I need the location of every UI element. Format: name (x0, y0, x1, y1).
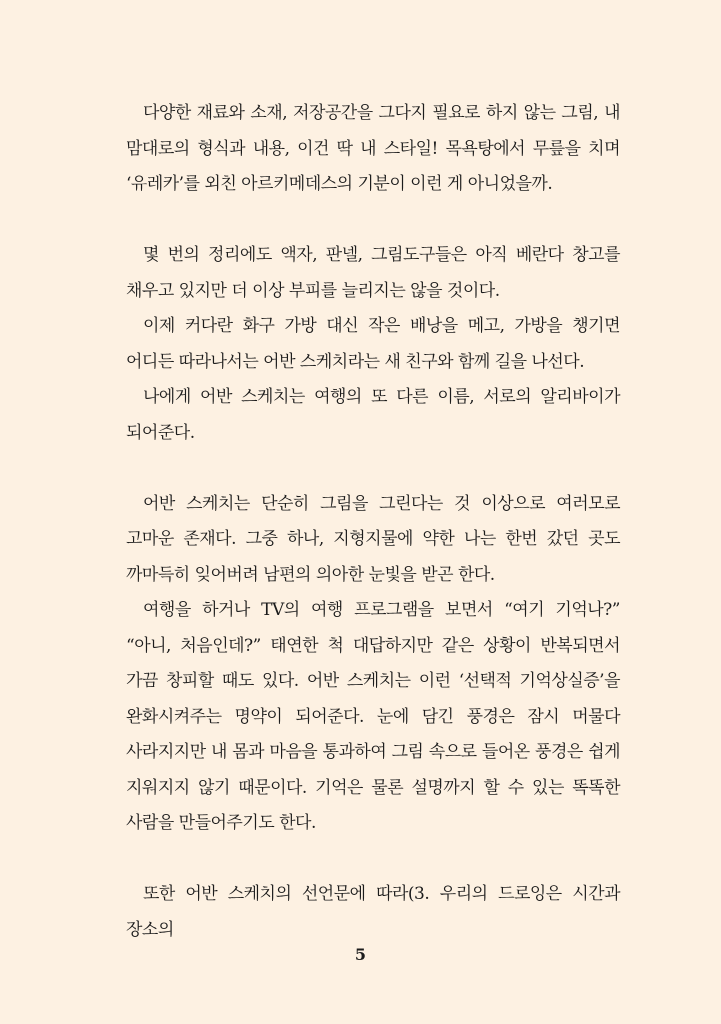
paragraph-gap (126, 842, 620, 878)
page-body (126, 96, 620, 948)
paragraph-6: 여행을 하거나 TV의 여행 프로그램을 보면서 “여기 기억나?” “아니, 처음인데?” 태연한 척 대답하지만 같은 상황이 반복되면서 가끔 창피할 때도 있다. 어반 스케치는 이런 ‘선택적 기억상실증’을 완화시켜주는 명약이 되어준다. 눈에 담긴 풍경은 잠시 머물다 사라지지만 내 몸과 마음을 통과하여 그림 속으로 들어온 풍경은 쉽게 지워지지 않기 때문이다. 기억은 물론 설명까지 할 수 있는 똑똑한 사람을 만들어주기도 한다. (126, 600, 620, 833)
paragraph-2: 몇 번의 정리에도 액자, 판넬, 그림도구들은 아직 베란다 창고를 채우고 있지만 더 이상 부피를 늘리지는 않을 것이다. (126, 245, 620, 301)
paragraph-3: 이제 커다란 화구 가방 대신 작은 배낭을 메고, 가방을 챙기면 어디든 따라나서는 어반 스케치라는 새 친구와 함께 길을 나선다. (126, 316, 620, 372)
paragraph-gap (126, 203, 620, 239)
page-number: 5 (354, 945, 367, 964)
paragraph-7: 또한 어반 스케치의 선언문에 따라(3. 우리의 드로잉은 시간과 장소의 (126, 884, 620, 940)
paragraph-4: 나에게 어반 스케치는 여행의 또 다른 이름, 서로의 알리바이가 되어준다. (126, 387, 620, 443)
paragraph-5: 어반 스케치는 단순히 그림을 그린다는 것 이상으로 여러모로 고마운 존재다. 그중 하나, 지형지물에 약한 나는 한번 갔던 곳도 까마득히 잊어버려 남편의 의아한 눈빛을 받곤 한다. (126, 493, 620, 585)
paragraph-gap (126, 451, 620, 487)
paragraph-1: 다양한 재료와 소재, 저장공간을 그다지 필요로 하지 않는 그림, 내 맘대로의 형식과 내용, 이건 딱 내 스타일! 목욕탕에서 무릎을 치며 ‘유레카’를 외친 아르키메데스의 기분이 이런 게 아니었을까. (126, 103, 620, 194)
